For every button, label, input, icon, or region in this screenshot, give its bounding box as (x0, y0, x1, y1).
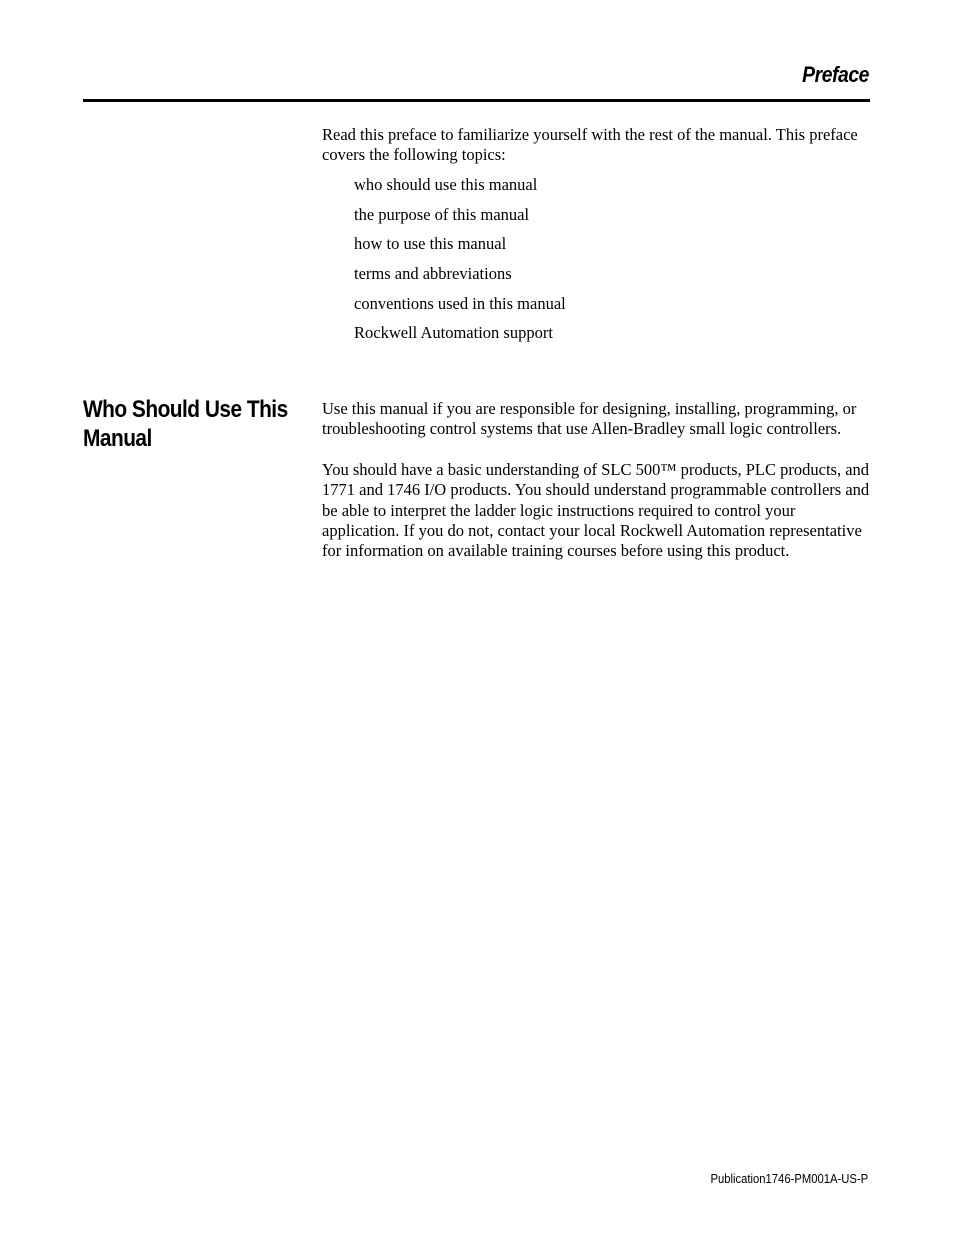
list-item: the purpose of this manual (354, 204, 530, 224)
list-item: Rockwell Automation support (354, 323, 553, 343)
topic-list (354, 175, 566, 353)
list-item: conventions used in this manual (354, 293, 566, 313)
list-item: how to use this manual (354, 234, 507, 254)
publication-footer: Publication1746-PM001A-US-P (710, 1172, 868, 1186)
section-paragraph: You should have a basic understanding of SLC 500™ products, PLC products, and 1771 and 1746 I/O products. You should understand programmable controllers and be able to interpret the ladder logic instructions required to control your application. If you do not, contact your local Rockwell Automation representative for information on available training courses before using this product. (322, 460, 870, 561)
section-heading: Who Should Use This Manual (83, 396, 288, 452)
list-item: who should use this manual (354, 175, 538, 194)
section-paragraph: Use this manual if you are responsible for designing, installing, programming, or troubleshooting control systems that use Allen-Bradley small logic controllers. (322, 399, 857, 439)
intro-paragraph: Read this preface to familiarize yourself with the rest of the manual. This preface covers the following topics: (322, 125, 858, 165)
list-item: terms and abbreviations (354, 264, 512, 284)
header-rule (83, 99, 870, 102)
page-title: Preface (802, 62, 869, 87)
